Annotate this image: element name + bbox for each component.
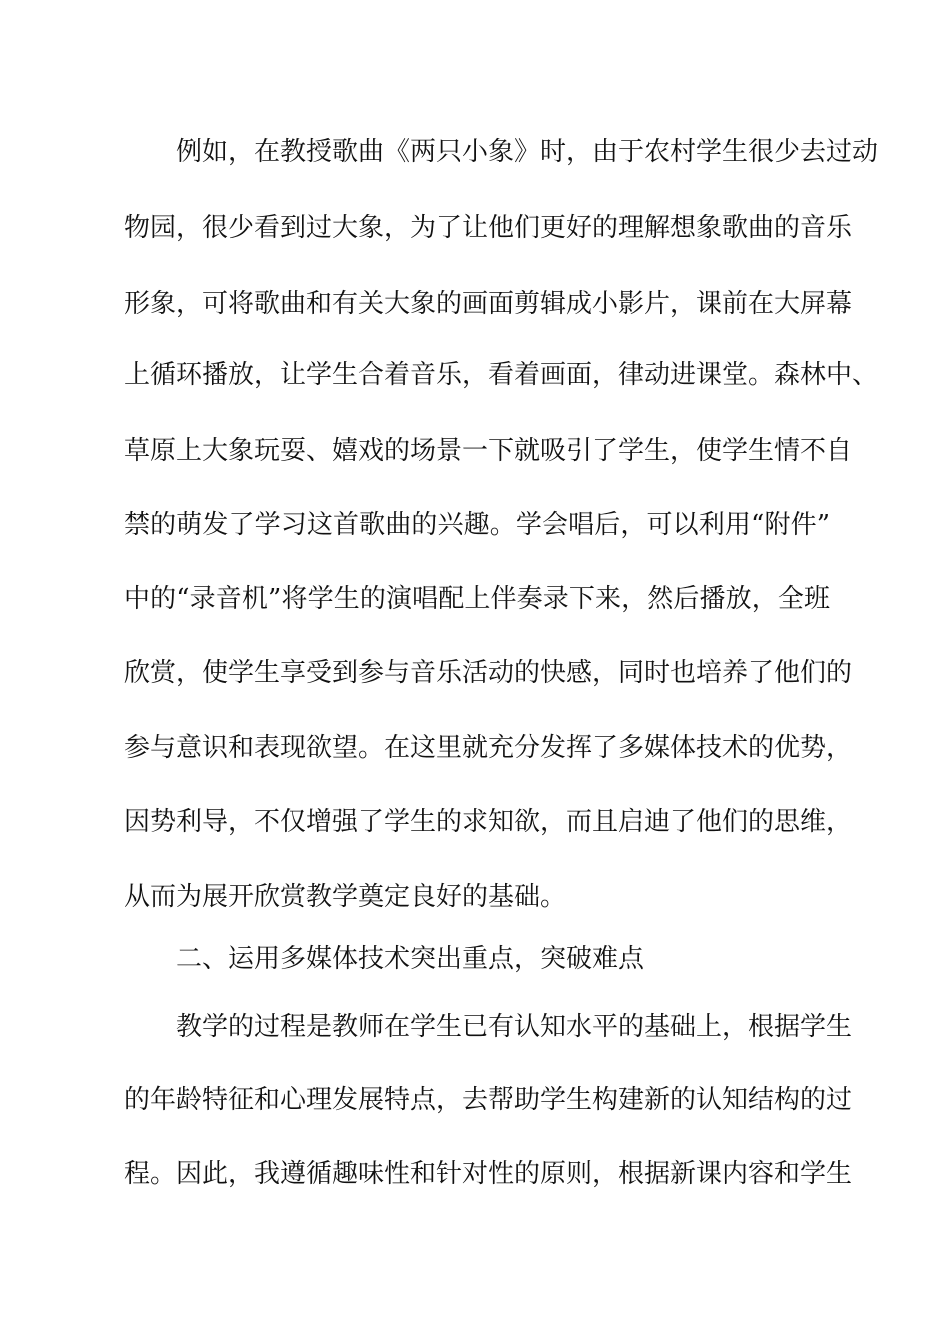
paragraph-1-line-4: 上循环播放，让学生合着音乐，看着画面，律动进课堂。森林中、 — [124, 360, 879, 390]
paragraph-1-line-10: 因势利导，不仅增强了学生的求知欲，而且启迪了他们的思维， — [124, 807, 853, 837]
paragraph-1-line-8: 欣赏，使学生享受到参与音乐活动的快感，同时也培养了他们的 — [124, 658, 853, 688]
paragraph-2-line-1: 教学的过程是教师在学生已有认知水平的基础上，根据学生 — [176, 1012, 853, 1042]
section-heading: 二、运用多媒体技术突出重点，突破难点 — [176, 944, 645, 974]
paragraph-1-line-6: 禁的萌发了学习这首歌曲的兴趣。学会唱后，可以利用“附件” — [124, 510, 830, 540]
paragraph-1-line-5: 草原上大象玩耍、嬉戏的场景一下就吸引了学生，使学生情不自 — [124, 436, 853, 466]
paragraph-2-line-2: 的年龄特征和心理发展特点，去帮助学生构建新的认知结构的过 — [124, 1085, 853, 1115]
paragraph-2-line-3: 程。因此，我遵循趣味性和针对性的原则，根据新课内容和学生 — [124, 1159, 853, 1189]
paragraph-1-line-1: 例如，在教授歌曲《两只小象》时，由于农村学生很少去过动 — [176, 137, 879, 167]
paragraph-1-line-11: 从而为展开欣赏教学奠定良好的基础。 — [124, 882, 567, 912]
paragraph-1-line-2: 物园，很少看到过大象，为了让他们更好的理解想象歌曲的音乐 — [124, 213, 853, 243]
paragraph-1-line-9: 参与意识和表现欲望。在这里就充分发挥了多媒体技术的优势， — [124, 733, 853, 763]
paragraph-1-line-7: 中的“录音机”将学生的演唱配上伴奏录下来，然后播放，全班 — [124, 584, 830, 614]
paragraph-1-line-3: 形象，可将歌曲和有关大象的画面剪辑成小影片，课前在大屏幕 — [124, 289, 853, 319]
